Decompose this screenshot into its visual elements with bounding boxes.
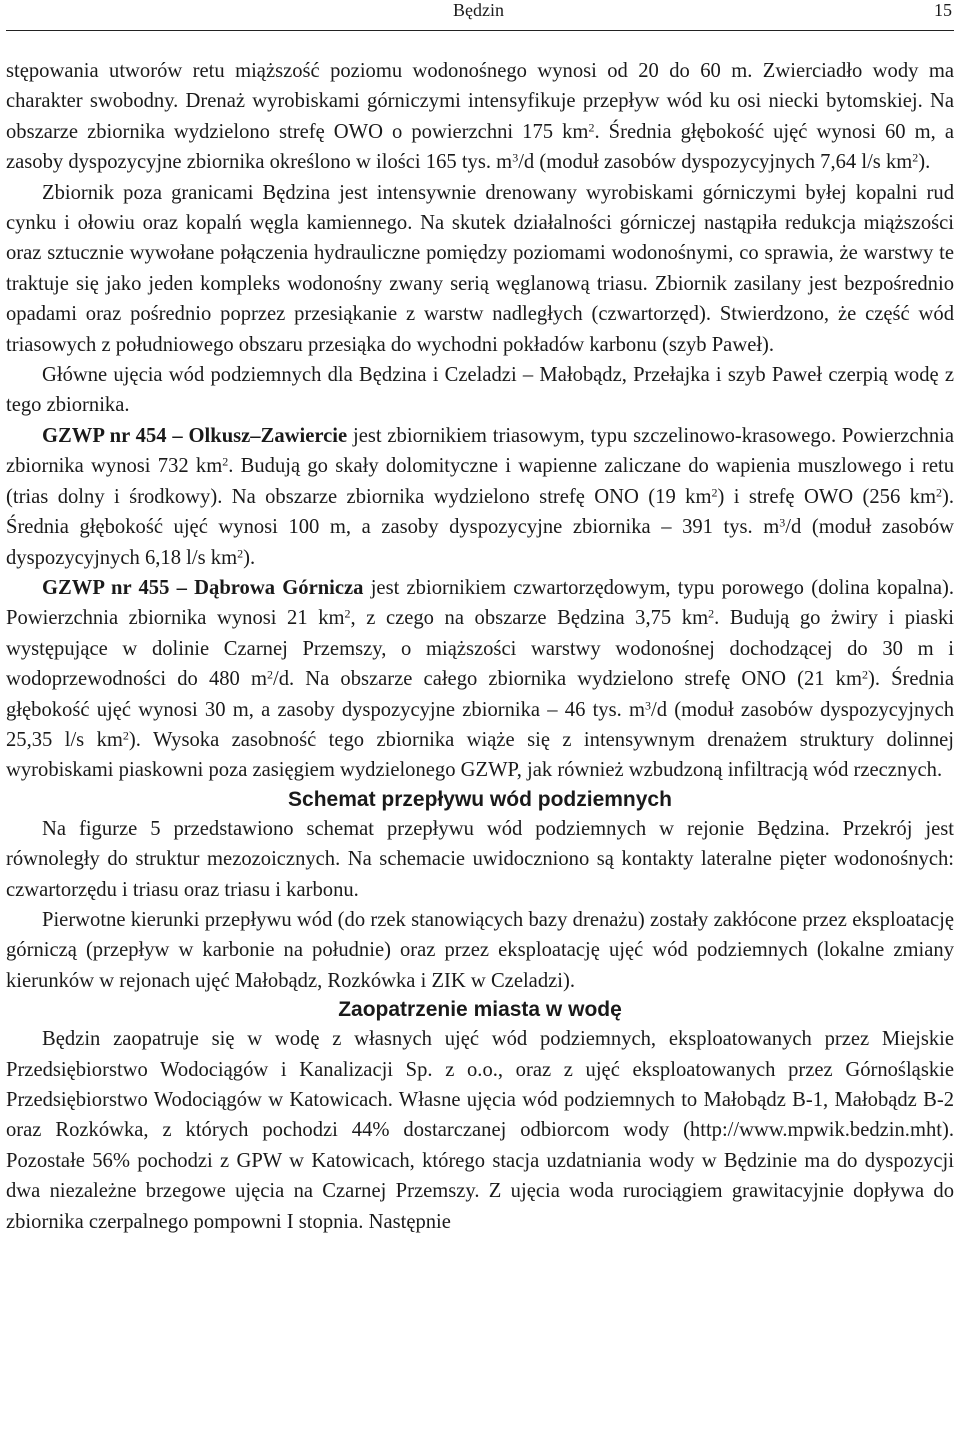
page-header <box>0 0 960 34</box>
text-run: ). Wysoka zasobność tego zbiornika wiąże się z intensywnym drenażem struktury dolinnej wyrobiskami piaskowni poza zasięgiem wydzielonego GZWP, jak również wzbudzoną infiltracją wód rzecznych. <box>6 728 954 782</box>
text-run: ). <box>243 546 256 569</box>
paragraph <box>6 421 954 573</box>
page-number: 15 <box>934 0 952 20</box>
text-run: /d. Na obszarze całego zbiornika wydzielono strefę ONO (21 km <box>273 668 862 691</box>
text-run: ). Średnia głębokość ujęć wynosi 30 m, a zasoby dyspozycyjne zbiornika – 46 tys. m <box>6 668 954 721</box>
superscript: 2 <box>861 667 868 682</box>
superscript: 2 <box>912 150 919 165</box>
section-heading-water-supply: Zaopatrzenie miasta w wodę <box>338 998 622 1022</box>
text-run: ). <box>918 151 931 174</box>
text-run: , z czego na obszarze Będzina 3,75 km <box>350 607 709 630</box>
paragraph <box>6 814 954 905</box>
text-run: Pierwotne kierunki przepływu wód (do rzek stanowiących bazy drenażu) zostały zakłócone przez eksploatację górniczą (przepływ w karbonie na południe) oraz przez eksploatację ujęć wód podziemnych (lokalne zmiany kierunków w rejonach ujęć Małobądz, Rozkówka i ZIK w Czeladzi). <box>6 908 954 992</box>
text-run: Główne ujęcia wód podziemnych dla Będzina i Czeladzi – Małobądz, Przełajka i szyb Paweł czerpią wodę z tego zbiornika. <box>6 364 954 417</box>
superscript: 2 <box>935 485 942 500</box>
page-body <box>6 56 954 1237</box>
paragraph <box>6 905 954 996</box>
paragraph <box>6 573 954 786</box>
header-rule <box>6 30 954 31</box>
paragraph <box>6 178 954 360</box>
section-heading-flow-scheme: Schemat przepływu wód podziemnych <box>288 787 672 811</box>
bold-term: GZWP nr 454 – Olkusz–Zawiercie <box>42 424 348 447</box>
text-run: . Budują go żwiry i piaski występujące w dolinie Czarnej Przemszy, o miąższości warstwy wodonośnej dochodzącej do 30 m i wodoprzewodności do 480 m <box>6 607 954 691</box>
superscript: 3 <box>644 697 651 712</box>
text-run: . Budują go skały dolomityczne i wapienne zaliczane do wapienia muszlowego i retu (trias dolny i środkowy). Na obszarze zbiornika wydzielono strefę ONO (19 km <box>6 455 954 508</box>
text-run: /d (moduł zasobów dyspozycyjnych 25,35 l/s km <box>6 698 955 751</box>
paragraph <box>6 1024 954 1237</box>
text-run: ) i strefę OWO (256 km <box>717 485 936 508</box>
text-run: stępowania utworów retu miąższość poziomu wodonośnego wynosi od 20 do 60 m. Zwierciadło wody ma charakter swobodny. Drenaż wyrobiskami górniczymi intensyfikuje przepływ wód ku osi niecki bytomskiej. Na obszarze zbiornika wydzielono strefę OWO o powierzchni 175 km <box>6 60 954 143</box>
section-flow-scheme-paragraphs <box>6 814 954 996</box>
intro-paragraphs <box>6 56 954 786</box>
text-run: Zbiornik poza granicami Będzina jest intensywnie drenowany wyrobiskami górniczymi byłej kopalni rud cynku i ołowiu oraz kopalń węgla kamiennego. Na skutek działalności górniczej nastąpiła redukcja miąższości oraz sztucznie wywołane połączenia hydrauliczne pomiędzy poziomami wodonośnymi, co sprawia, że warstwy te traktuje się jako jeden kompleks wodonośny zwany serią węglanową triasu. Zbiornik zasilany jest bezpośrednio opadami oraz pośrednio poprzez przesiąkanie z warstw nadległych (czwartorzęd). Stwierdzono, że część wód triasowych z południowego obszaru przesiąka do wychodni pokładów karbonu (szyb Paweł). <box>6 181 954 356</box>
bold-term: GZWP nr 455 – Dąbrowa Górnicza <box>42 576 364 599</box>
superscript: 3 <box>779 515 786 530</box>
superscript: 2 <box>344 606 351 621</box>
section-water-supply-paragraphs <box>6 1024 954 1237</box>
superscript: 2 <box>708 606 715 621</box>
running-title: Będzin <box>453 0 504 20</box>
text-run: jest zbiornikiem triasowym, typu szczelinowo-krasowego. Powierzchnia zbiornika wynosi 732 km <box>6 424 955 478</box>
text-run: Na figurze 5 przedstawiono schemat przepływu wód podziemnych w rejonie Będzina. Przekrój jest równoległy do struktur mezozoicznych. Na schemacie uwidoczniono są kontakty lateralne pięter wodonośnych: czwartorzędu i triasu oraz triasu i karbonu. <box>6 817 954 901</box>
text-run: . Średnia głębokość ujęć wynosi 60 m, a zasoby dyspozycyjne zbiornika określono w ilości 165 tys. m <box>6 120 955 174</box>
superscript: 2 <box>237 545 244 560</box>
superscript: 2 <box>711 485 718 500</box>
paragraph <box>6 56 954 178</box>
superscript: 2 <box>267 667 273 682</box>
superscript: 3 <box>512 150 519 165</box>
text-run: /d (moduł zasobów dyspozycyjnych 7,64 l/s km <box>518 151 913 174</box>
superscript: 2 <box>222 454 229 469</box>
text-run: Będzin zaopatruje się w wodę z własnych ujęć wód podziemnych, eksploatowanych przez Miejskie Przedsiębiorstwo Wodociągów i Kanalizacji Sp. z o.o., oraz z ujęć eksploatowanych przez Górnośląskie Przedsiębiorstwo Wodociągów w Katowicach. Własne ujęcia wód podziemnych to Małobądz B-1, Małobądz B-2 oraz Rozkówka, z których pochodzi 44% dostarczanej odbiorcom wody (http://www.mpwik.bedzin.mht). Pozostałe 56% pochodzi z GPW w Katowicach, którego stacja uzdatniania wody w Będzinie ma do dyspozycji dwa niezależne brzegowe ujęcia na Czarnej Przemszy. Z ujęcia woda rurociągiem grawitacyjnie dopływa do zbiornika czerpalnego pompowni I stopnia. Następnie <box>6 1028 954 1233</box>
text-run: ). Średnia głębokość ujęć wynosi 100 m, a zasoby dyspozycyjne zbiornika – 391 tys. m <box>6 485 954 539</box>
text-run: jest zbiornikiem czwartorzędowym, typu porowego (dolina kopalna). Powierzchnia zbiornika wynosi 21 km <box>6 576 954 630</box>
superscript: 2 <box>588 120 595 135</box>
superscript: 2 <box>122 728 129 743</box>
text-run: /d (moduł zasobów dyspozycyjnych 6,18 l/s km <box>6 516 954 569</box>
paragraph <box>6 360 954 421</box>
